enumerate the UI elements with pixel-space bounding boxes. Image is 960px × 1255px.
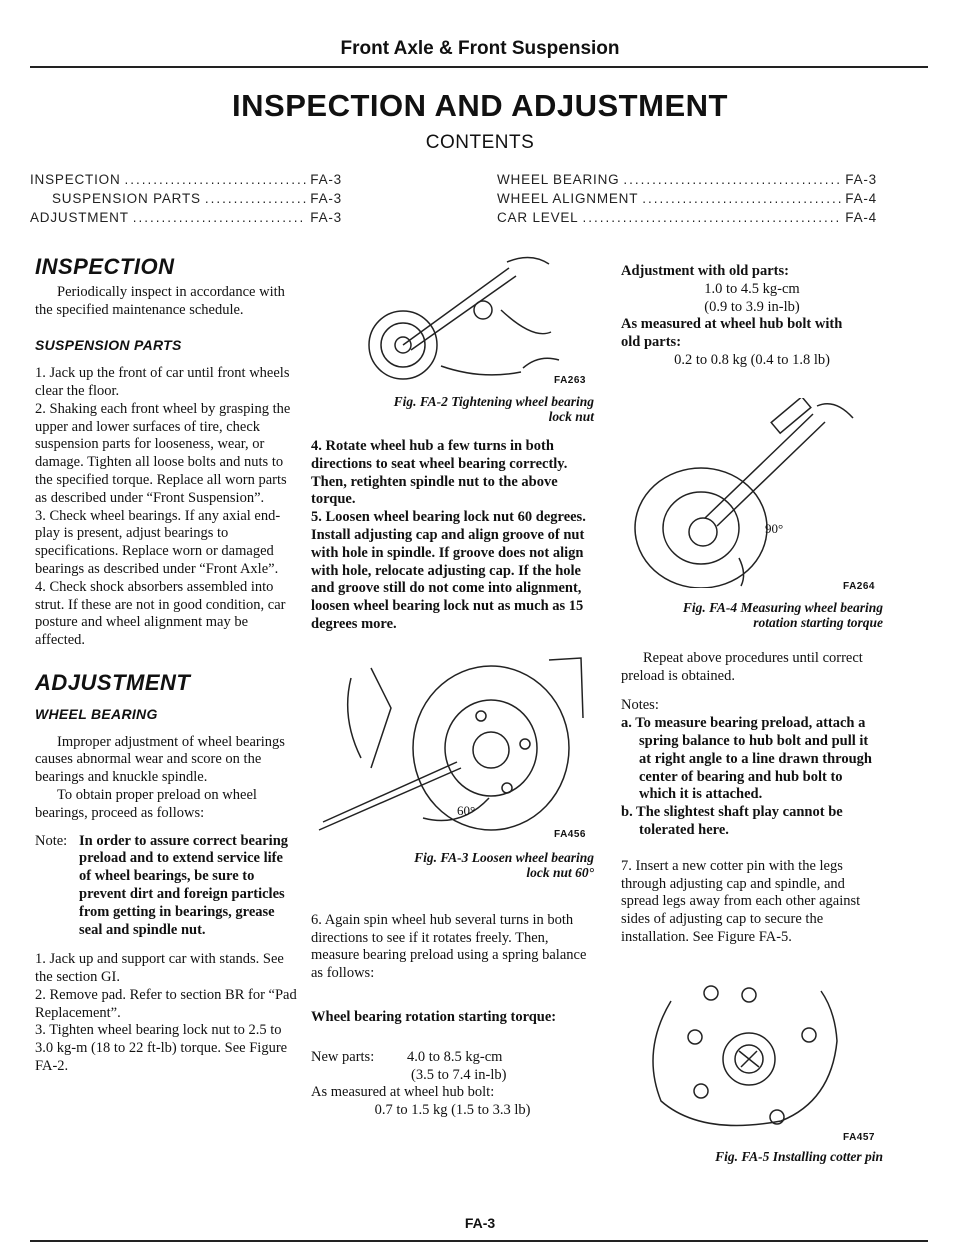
new-parts-label: New parts: (311, 1048, 375, 1065)
wheel-bearing-paragraph-1: Improper adjustment of wheel bearings causes abnormal wear and score on the bearings and knuckle spindle. (35, 733, 285, 786)
toc-entry-inspection[interactable] (30, 172, 342, 187)
section-heading-inspection: INSPECTION (35, 254, 175, 279)
wheel-bearing-step-3: 3. Tighten wheel bearing lock nut to 2.5 to 3.0 kg-m (18 to 22 ft-lb) torque. See Figure FA-2. (35, 1022, 288, 1075)
toc-page: FA-3 (310, 172, 342, 187)
note-b: b. The slightest shaft play cannot be tolerated here. (621, 804, 843, 838)
toc-leader (125, 172, 307, 187)
fig-fa3-angle-label: 60° (457, 802, 476, 818)
measured-label: As measured at wheel hub bolt: (311, 1084, 495, 1101)
page-number: FA-3 (464, 1215, 496, 1231)
column-left (35, 254, 297, 1076)
toc-entry-car-level[interactable] (497, 210, 877, 225)
page-title: INSPECTION AND ADJUSTMENT (232, 88, 728, 123)
suspension-step-4: 4. Check shock absorbers assembled into strut. If these are not in good condition, car posture and wheel alignment may be affected. (35, 578, 286, 649)
suspension-step-3: 3. Check wheel bearings. If any axial end-play is present, adjust bearings to specifications. Replace worn or damaged bearings as described under “Front Axle”. (35, 507, 281, 577)
fig-fa2-code: FA263 (554, 375, 586, 386)
old-parts-label: Adjustment with old parts: (621, 263, 789, 279)
fig-fa3-code: FA456 (554, 828, 586, 840)
fig-fa4-angle-label: 90° (765, 520, 784, 536)
fig-fa4-caption-line-2: rotation starting torque (753, 614, 883, 630)
note-block (35, 833, 297, 940)
toc-page: FA-3 (845, 172, 877, 187)
inspection-paragraph: Periodically inspect in accordance with the specified maintenance schedule. (35, 283, 285, 318)
toc-page: FA-3 (310, 210, 342, 225)
notes-label: Notes: (621, 697, 659, 714)
suspension-step-2: 2. Shaking each front wheel by grasping the upper and lower surfaces of tire, check suspension parts for looseness, wear, or damage. Tighten all loose bolts and nuts to the specified torque. Replace all worn parts as described under “Front Suspension”. (35, 400, 291, 506)
old-measured-line-1: As measured at wheel hub bolt with (621, 316, 843, 333)
old-measured-value: 0.2 to 0.8 kg (0.4 to 1.8 lb) (674, 351, 830, 368)
running-head: Front Axle & Front Suspension (340, 38, 620, 59)
toc-label: WHEEL BEARING (497, 172, 620, 187)
toc-page: FA-4 (845, 191, 877, 206)
new-parts-row (311, 1049, 594, 1067)
repeat-paragraph: Repeat above procedures until correct preload is obtained. (621, 649, 863, 684)
fig-fa2-caption-line-2: lock nut (548, 409, 594, 424)
note-label: Note: (35, 832, 68, 849)
fig-fa4-code: FA264 (843, 580, 875, 592)
old-measured-line-2: old parts: (621, 334, 682, 351)
fig-fa4-drawing (621, 398, 883, 588)
step-4: 4. Rotate wheel hub a few turns in both directions to seat wheel bearing correctly. Then, retighten spindle nut to the above torque. (311, 438, 568, 508)
wheel-bearing-step-2: 2. Remove pad. Refer to section BR for “Pad Replacement”. (35, 986, 297, 1021)
step-5: 5. Loosen wheel bearing lock nut 60 degrees. Install adjusting cap and align groove of nut with hole in spindle. If groove does not align with hole, relocate adjusting cap. If the hole and groove still do not come into alignment, loosen wheel bearing lock nut as much as 15 degrees more. (311, 509, 586, 632)
fig-fa3-caption-line-2: lock nut 60° (526, 864, 594, 880)
toc-leader (623, 172, 841, 187)
note-a: a. To measure bearing preload, attach a spring balance to hub bolt and pull it at right angle to a line drawn through center of bearing and hub bolt to which it is attached. (621, 715, 872, 803)
toc-leader (205, 191, 306, 206)
new-parts-value-2: (3.5 to 7.4 in-lb) (411, 1066, 507, 1083)
wheel-bearing-step-1: 1. Jack up and support car with stands. See the section GI. (35, 951, 284, 986)
fig-fa2-caption-line-1: Fig. FA-2 Tightening wheel bearing (393, 394, 594, 409)
toc-entry-wheel-bearing[interactable] (497, 172, 877, 187)
fig-fa2-drawing (311, 250, 594, 386)
column-middle (311, 250, 594, 1120)
fig-fa3-caption-line-1: Fig. FA-3 Loosen wheel bearing (414, 849, 594, 865)
fig-fa3-drawing (311, 648, 594, 838)
torque-heading: Wheel bearing rotation starting torque: (311, 1008, 557, 1025)
toc-page: FA-4 (845, 210, 877, 225)
toc-leader (642, 191, 841, 206)
toc-label: CAR LEVEL (497, 210, 579, 225)
fig-fa4-caption-line-1: Fig. FA-4 Measuring wheel bearing (682, 599, 883, 615)
toc-leader (582, 210, 841, 225)
old-parts-value-1: 1.0 to 4.5 kg-cm (704, 280, 800, 297)
toc-entry-wheel-alignment[interactable] (497, 191, 877, 206)
old-parts-value-2: (0.9 to 3.9 in-lb) (704, 298, 800, 315)
note-text: In order to assure correct bearing preload and to extend service life of wheel bearings, be sure to prevent dirt and foreign particles from getting in bearings, grease seal and spindle nut. (79, 832, 289, 938)
toc-page: FA-3 (310, 191, 342, 206)
toc-label: INSPECTION (30, 172, 121, 187)
section-heading-adjustment: ADJUSTMENT (35, 669, 191, 695)
wheel-bearing-paragraph-2: To obtain proper preload on wheel bearings, proceed as follows: (35, 786, 257, 821)
subsection-heading-wheel-bearing: WHEEL BEARING (35, 705, 158, 722)
subsection-heading-suspension-parts: SUSPENSION PARTS (35, 337, 182, 354)
toc-label: ADJUSTMENT (30, 210, 129, 225)
toc-entry-adjustment[interactable] (30, 210, 342, 225)
toc-entry-suspension-parts[interactable] (30, 191, 342, 206)
header-rule (30, 66, 928, 68)
figure-fa2 (311, 250, 594, 386)
fig-fa5-code: FA457 (843, 1131, 875, 1143)
toc-leader (133, 210, 307, 225)
contents-heading: CONTENTS (425, 132, 535, 153)
new-parts-value-1: 4.0 to 8.5 kg-cm (407, 1048, 503, 1065)
fig-fa5-caption: Fig. FA-5 Installing cotter pin (715, 1148, 883, 1164)
fig-fa5-drawing (621, 971, 883, 1141)
figure-fa5 (621, 971, 883, 1141)
step-6: 6. Again spin wheel hub several turns in both directions to see if it rotates freely. Then, measure bearing preload using a spring balance as follows: (311, 911, 587, 982)
toc-label: SUSPENSION PARTS (52, 191, 201, 206)
figure-fa4 (621, 398, 883, 592)
toc-label: WHEEL ALIGNMENT (497, 191, 639, 206)
measured-value: 0.7 to 1.5 kg (1.5 to 3.3 lb) (374, 1102, 531, 1119)
step-7: 7. Insert a new cotter pin with the legs through adjusting cap and spindle, and spread legs away from each other against sides of adjusting cap to secure the installation. See Figure FA-5. (621, 857, 861, 945)
column-right (621, 263, 883, 1164)
footer-rule (30, 1240, 928, 1242)
suspension-step-1: 1. Jack up the front of car until front wheels clear the floor. (35, 365, 290, 399)
figure-fa3 (311, 648, 594, 838)
